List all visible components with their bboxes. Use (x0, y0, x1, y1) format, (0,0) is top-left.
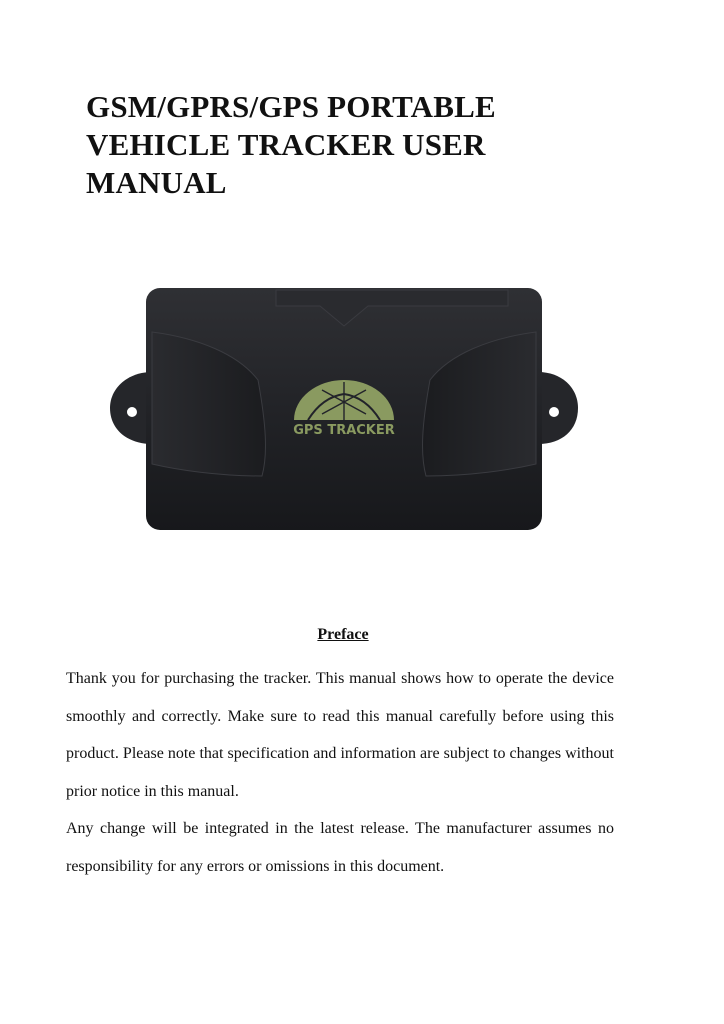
logo-text: GPS TRACKER (293, 423, 395, 438)
preface-paragraph-1: Thank you for purchasing the tracker. This manual shows how to operate the device smoothly and correctly. Make sure to read this manual carefully before using this product. Please note that specification and information are subject to changes without prior notice in this manual. (66, 670, 614, 800)
preface-heading: Preface (317, 626, 369, 643)
right-mount-ear (538, 372, 578, 444)
right-mount-hole (549, 407, 559, 417)
preface-body (66, 660, 614, 885)
gps-tracker-device-image (108, 284, 582, 534)
document-title: GSM/GPRS/GPS PORTABLE VEHICLE TRACKER USER MANUAL (86, 89, 496, 200)
preface-paragraph-2: Any change will be integrated in the latest release. The manufacturer assumes no responsibility for any errors or omissions in this document. (66, 820, 614, 875)
left-mount-hole (127, 407, 137, 417)
